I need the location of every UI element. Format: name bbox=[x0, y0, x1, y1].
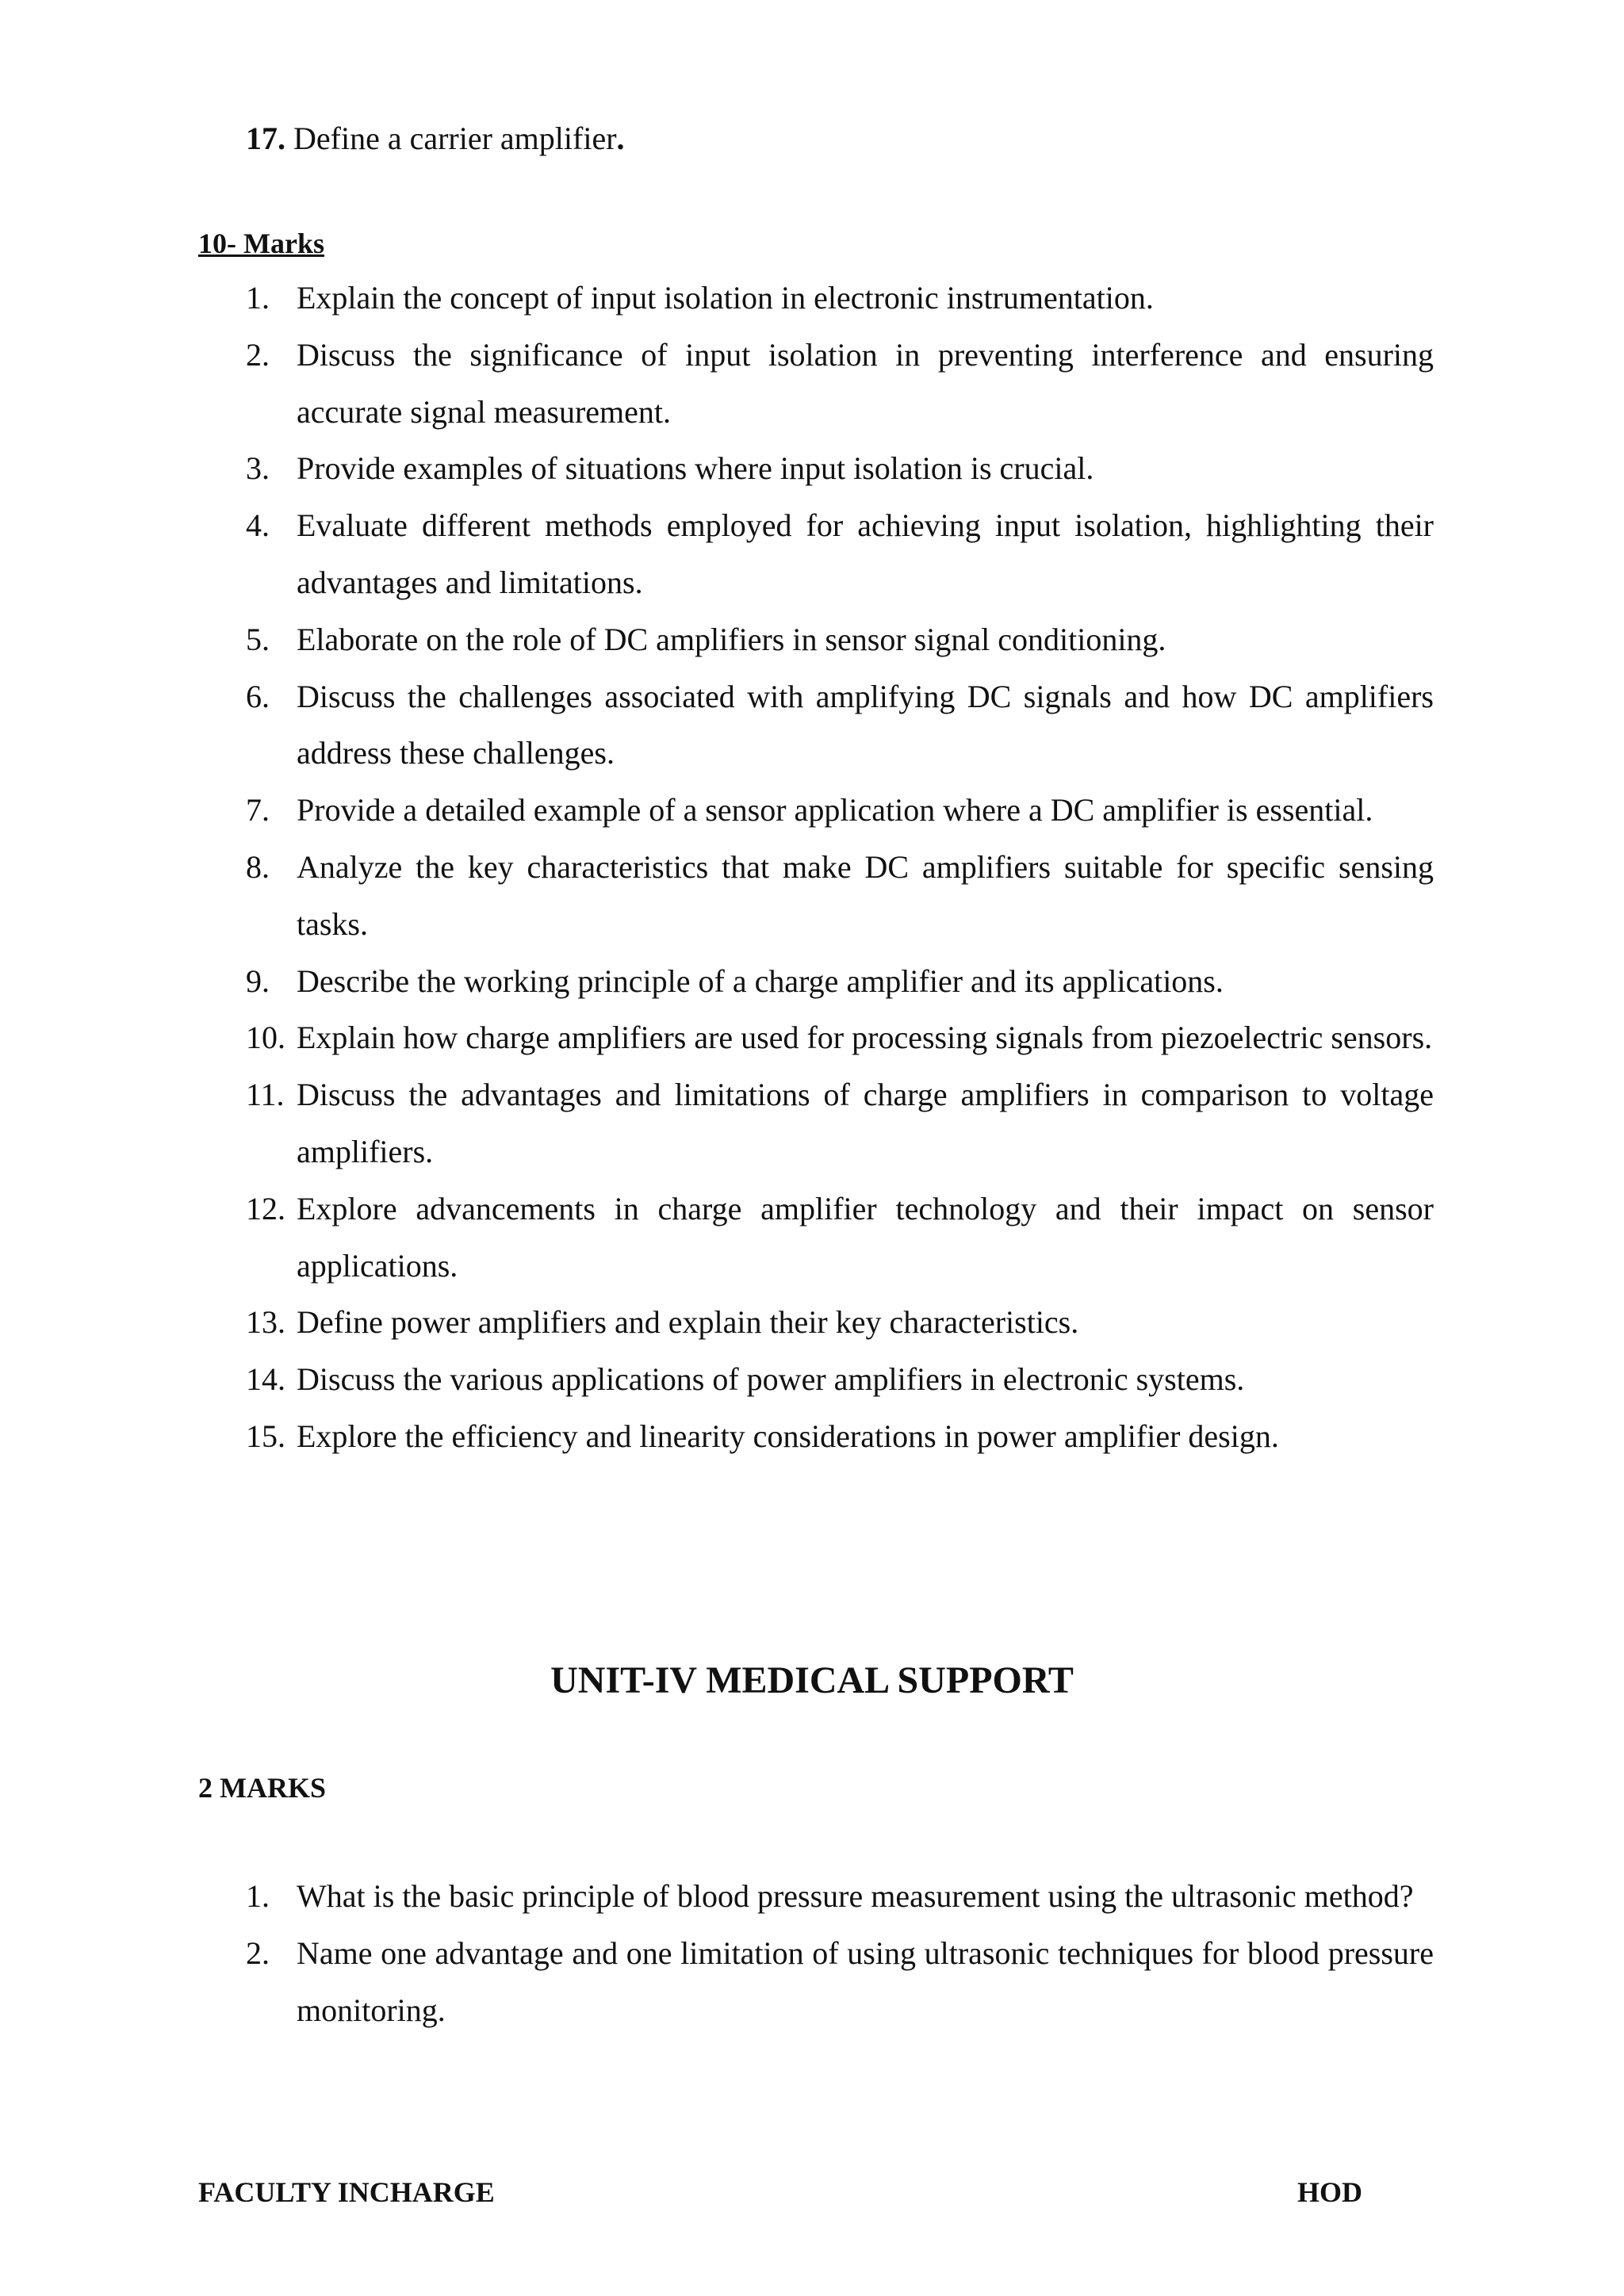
item-text: Explore advancements in charge amplifier technology and their impact on sensor applications. bbox=[297, 1190, 1434, 1284]
item-number: 9. bbox=[246, 962, 270, 999]
list-item bbox=[246, 1181, 1434, 1295]
item-text: Evaluate different methods employed for achieving input isolation, highlighting their advantages and limitations. bbox=[297, 507, 1434, 600]
list-item bbox=[246, 1294, 1434, 1351]
item-text: Explore the efficiency and linearity considerations in power amplifier design. bbox=[297, 1418, 1279, 1454]
list-item bbox=[246, 611, 1434, 668]
item-number: 2. bbox=[246, 1934, 270, 1971]
unit-heading: UNIT-IV MEDICAL SUPPORT bbox=[550, 1659, 1074, 1701]
item-text: Discuss the significance of input isolation in preventing interference and ensuring accurate signal measurement. bbox=[297, 336, 1434, 430]
item-number: 11. bbox=[246, 1077, 285, 1113]
section-heading-2-marks: 2 MARKS bbox=[198, 1772, 326, 1804]
list-item bbox=[246, 1351, 1434, 1408]
list-item bbox=[246, 668, 1434, 783]
item-number: 14. bbox=[246, 1361, 285, 1398]
list-item bbox=[246, 327, 1434, 441]
item-number: 1. bbox=[246, 280, 270, 316]
item-text: Define power amplifiers and explain their key characteristics. bbox=[297, 1304, 1079, 1341]
list-item bbox=[246, 1868, 1434, 1925]
item-text: Provide examples of situations where input isolation is crucial. bbox=[297, 450, 1094, 487]
item-text: Describe the working principle of a charge amplifier and its applications. bbox=[297, 962, 1224, 999]
item-number: 6. bbox=[246, 678, 270, 714]
list-item bbox=[246, 497, 1434, 611]
item-text: What is the basic principle of blood pressure measurement using the ultrasonic method? bbox=[297, 1878, 1414, 1914]
list-item bbox=[246, 1009, 1434, 1066]
list-item bbox=[246, 440, 1434, 497]
item-number: 7. bbox=[246, 792, 270, 828]
list-item bbox=[246, 270, 1434, 327]
footer-faculty-incharge: FACULTY INCHARGE bbox=[198, 2176, 495, 2208]
item-number: 3. bbox=[246, 450, 270, 487]
item-number: 13. bbox=[246, 1304, 285, 1341]
item-number: 2. bbox=[246, 336, 270, 373]
footer-hod: HOD bbox=[1297, 2176, 1363, 2208]
question-17 bbox=[246, 115, 625, 163]
item-text: Discuss the challenges associated with amplifying DC signals and how DC amplifiers address these challenges. bbox=[297, 678, 1434, 771]
list-item bbox=[246, 782, 1434, 839]
item-text: Name one advantage and one limitation of using ultrasonic techniques for blood pressure monitoring. bbox=[297, 1934, 1434, 2028]
item-text: Discuss the advantages and limitations of charge amplifiers in comparison to voltage amplifiers. bbox=[297, 1077, 1434, 1169]
item-text: Provide a detailed example of a sensor application where a DC amplifier is essential. bbox=[297, 792, 1373, 828]
list-item bbox=[246, 839, 1434, 953]
list-item bbox=[246, 953, 1434, 1010]
item-text: Explain how charge amplifiers are used for processing signals from piezoelectric sensors. bbox=[297, 1020, 1433, 1056]
question-17-period: . bbox=[616, 121, 625, 156]
question-list-2-marks bbox=[246, 1868, 1434, 2038]
item-text: Discuss the various applications of power amplifiers in electronic systems. bbox=[297, 1361, 1245, 1398]
item-number: 4. bbox=[246, 507, 270, 544]
question-17-number: 17. bbox=[246, 121, 285, 156]
item-number: 5. bbox=[246, 621, 270, 657]
item-number: 10. bbox=[246, 1020, 285, 1056]
question-list-10-marks bbox=[246, 270, 1434, 1465]
list-item bbox=[246, 1066, 1434, 1181]
item-number: 15. bbox=[246, 1418, 285, 1454]
item-text: Explain the concept of input isolation in electronic instrumentation. bbox=[297, 280, 1154, 316]
list-item bbox=[246, 1925, 1434, 2039]
question-17-text: Define a carrier amplifier bbox=[285, 121, 617, 156]
item-number: 12. bbox=[246, 1190, 285, 1226]
item-text: Elaborate on the role of DC amplifiers in sensor signal conditioning. bbox=[297, 621, 1166, 657]
item-number: 1. bbox=[246, 1878, 270, 1914]
item-text: Analyze the key characteristics that make DC amplifiers suitable for specific sensing tasks. bbox=[297, 848, 1434, 942]
section-heading-10-marks: 10- Marks bbox=[198, 228, 324, 259]
list-item bbox=[246, 1408, 1434, 1465]
item-number: 8. bbox=[246, 848, 270, 885]
